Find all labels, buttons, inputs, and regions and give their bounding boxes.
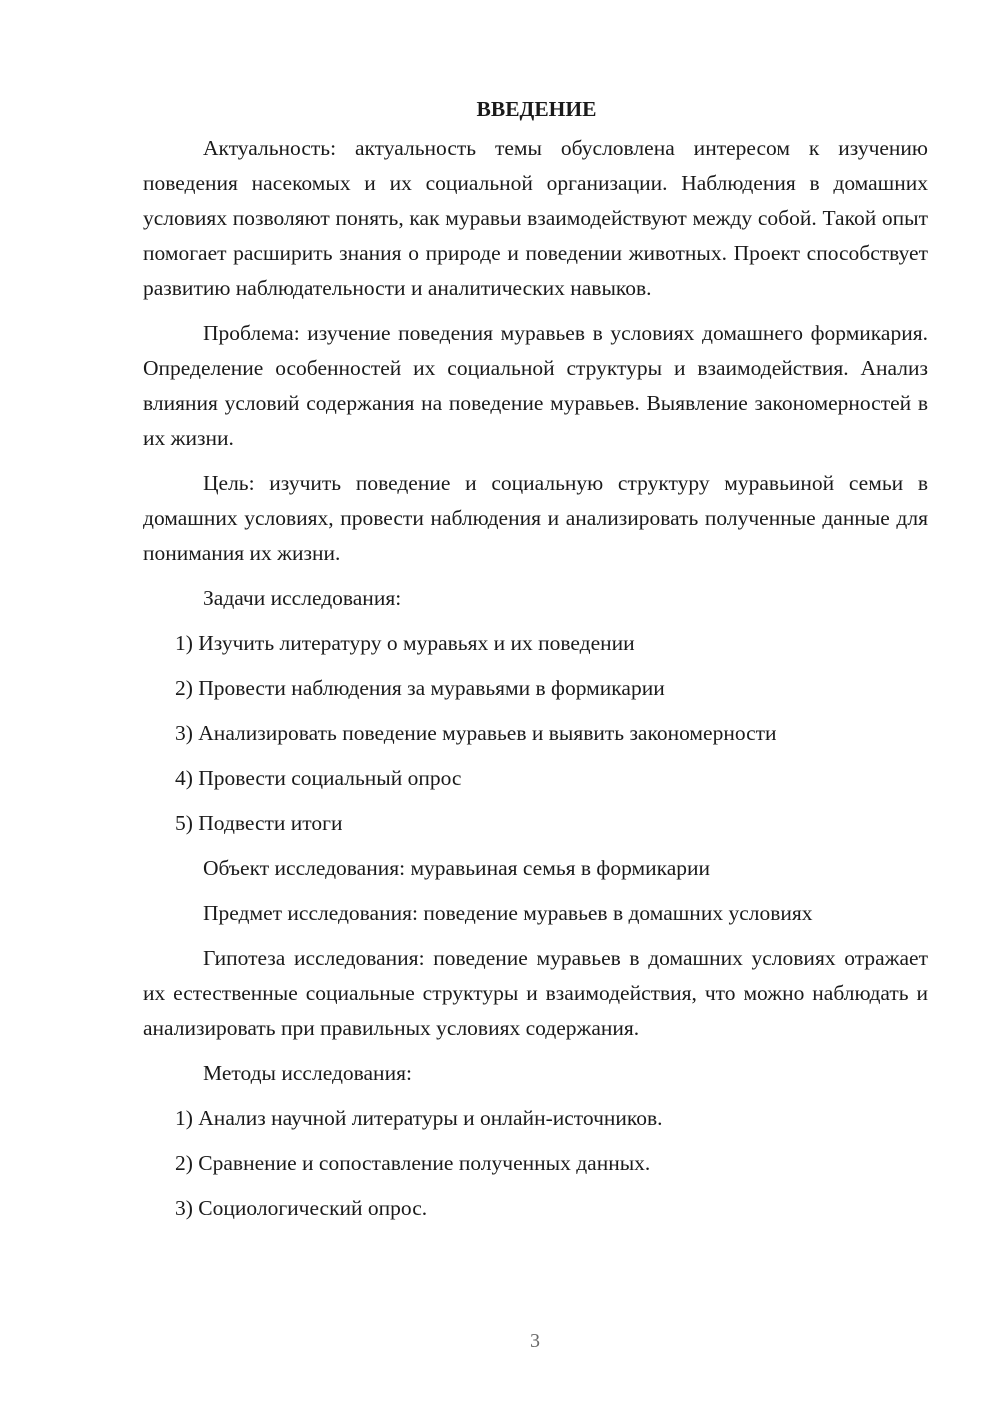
problem-paragraph: Проблема: изучение поведения муравьев в условиях домашнего формикария. Определение особенностей их социальной структуры и взаимодействия. Анализ влияния условий содержания на поведение муравьев. Выявление закономерностей в их жизни. xyxy=(143,321,928,450)
hypothesis-paragraph: Гипотеза исследования: поведение муравьев в домашних условиях отражает их естественные социальные структуры и взаимодействия, что можно наблюдать и анализировать при правильных условиях содержания. xyxy=(143,946,928,1040)
section-heading: ВВЕДЕНИЕ xyxy=(476,97,597,121)
page-number: 3 xyxy=(530,1330,540,1352)
research-subject: Предмет исследования: поведение муравьев в домашних условиях xyxy=(203,901,813,925)
method-item: 2) Сравнение и сопоставление полученных данных. xyxy=(175,1151,651,1175)
relevance-paragraph: Актуальность: актуальность темы обусловлена интересом к изучению поведения насекомых и их социальной организации. Наблюдения в домашних условиях позволяют понять, как муравьи взаимодействуют между собой. Такой опыт помогает расширить знания о природе и поведении животных. Проект способствует развитию наблюдательности и аналитических навыков. xyxy=(143,136,928,300)
document-page xyxy=(143,92,928,1236)
task-item: 3) Анализировать поведение муравьев и выявить закономерности xyxy=(175,721,777,745)
task-item: 1) Изучить литературу о муравьях и их поведении xyxy=(175,631,635,655)
task-item: 5) Подвести итоги xyxy=(175,811,343,835)
method-item: 3) Социологический опрос. xyxy=(175,1196,428,1220)
method-item: 1) Анализ научной литературы и онлайн-источников. xyxy=(175,1106,663,1130)
tasks-title: Задачи исследования: xyxy=(203,586,402,610)
methods-title: Методы исследования: xyxy=(203,1061,412,1085)
research-object: Объект исследования: муравьиная семья в формикарии xyxy=(203,856,711,880)
task-item: 4) Провести социальный опрос xyxy=(175,766,462,790)
goal-paragraph: Цель: изучить поведение и социальную структуру муравьиной семьи в домашних условиях, провести наблюдения и анализировать полученные данные для понимания их жизни. xyxy=(143,471,928,565)
task-item: 2) Провести наблюдения за муравьями в формикарии xyxy=(175,676,665,700)
